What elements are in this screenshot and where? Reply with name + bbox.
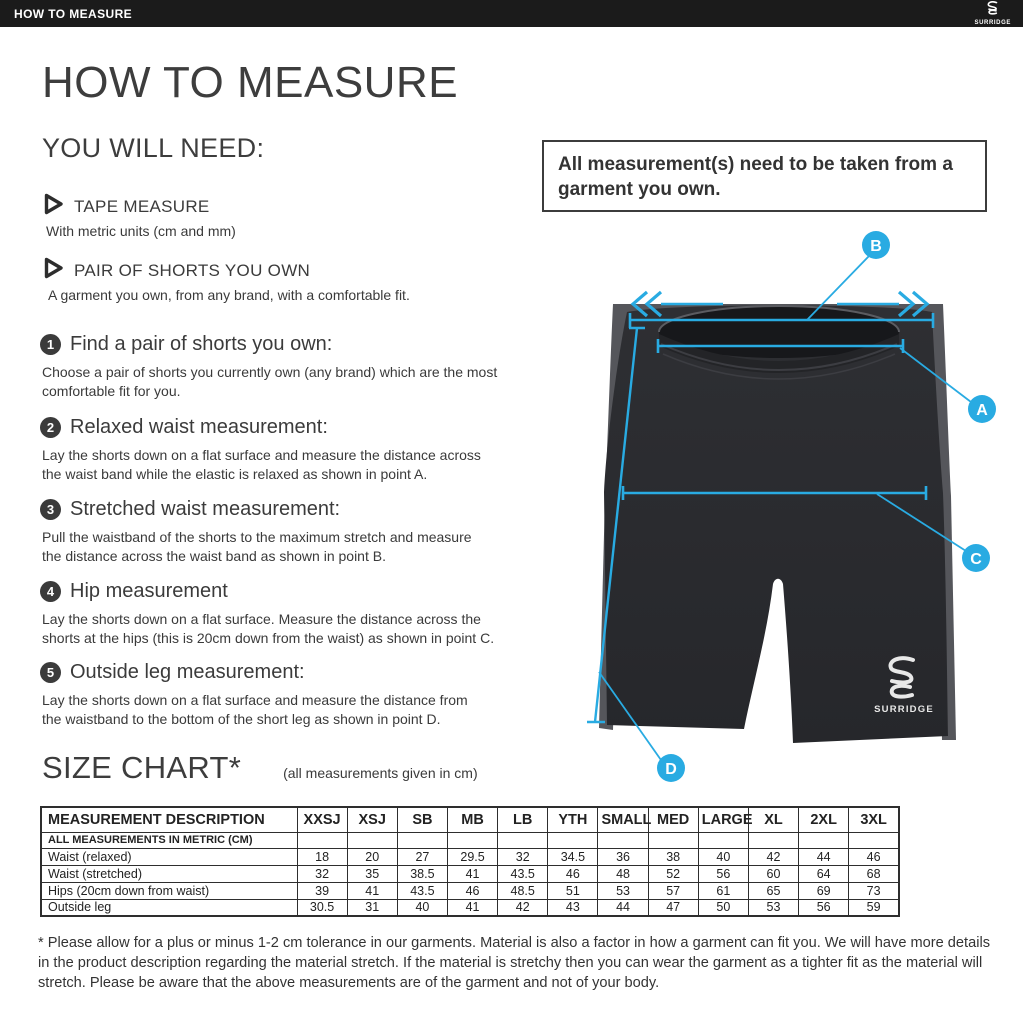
metric-note-row [41,832,899,848]
cell: 34.5 [548,848,598,865]
svg-text:SURRIDGE: SURRIDGE [874,704,934,715]
table-row-outside-leg [41,899,899,916]
tolerance-footnote: * Please allow for a plus or minus 1-2 cm tolerance in our garments. Material is also a factor in how a garment can fit you. We will have more details in the product description regarding the material stretch. If the material is stretchy then you can wear the garment as a tighter fit as the material will stretch. Please be aware that the above measurements are of the garment and not of your body. [38,935,990,992]
surridge-wordmark: SURRIDGE [974,20,1011,26]
cell: 57 [648,882,698,899]
cell: 43.5 [397,882,447,899]
column-header: SMALL [598,807,648,832]
cell: 31 [347,899,397,916]
cell: 59 [849,899,899,916]
table-row-waist-stretched [41,865,899,882]
cell: 65 [748,882,798,899]
cell: 43.5 [498,865,548,882]
cell: 48 [598,865,648,882]
cell: 36 [598,848,648,865]
step-title: Outside leg measurement: [70,661,305,683]
column-header: 3XL [849,807,899,832]
cell: 61 [698,882,748,899]
row-label: Waist (relaxed) [41,848,297,865]
surridge-logo [975,1,1015,26]
row-label: Hips (20cm down from waist) [41,882,297,899]
cell: 44 [598,899,648,916]
step-body: Lay the shorts down on a flat surface. Measure the distance across the shorts at the hips (this is 20cm down from the waist) as shown in point C. [42,611,495,646]
triangle-bullet-icon [42,257,64,284]
svg-text:C: C [970,551,982,568]
cell: 41 [447,865,497,882]
cell: 46 [548,865,598,882]
cell: 32 [498,848,548,865]
row-label: Outside leg [41,899,297,916]
shorts-measurement-diagram [555,228,1015,798]
size-chart-header-row [41,807,899,832]
cell: 42 [498,899,548,916]
need-item-label: PAIR OF SHORTS YOU OWN [74,260,311,280]
need-item-tape-measure [42,193,522,239]
table-row-hips [41,882,899,899]
need-item-description: With metric units (cm and mm) [46,223,236,239]
step-3 [40,498,520,566]
cell: 30.5 [297,899,347,916]
step-number-badge: 1 [40,334,61,355]
step-2 [40,416,520,484]
cell: 41 [347,882,397,899]
cell: 48.5 [498,882,548,899]
need-item-shorts [42,257,522,303]
table-row-waist-relaxed [41,848,899,865]
column-header: MED [648,807,698,832]
step-5 [40,661,520,729]
cell: 47 [648,899,698,916]
cell: 46 [849,848,899,865]
step-body: Lay the shorts down on a flat surface and measure the distance from the waistband to the bottom of the short leg as shown in point D. [42,692,468,727]
cell: 60 [748,865,798,882]
column-header: LB [498,807,548,832]
step-number-badge: 4 [40,581,61,602]
column-header: XL [748,807,798,832]
cell: 18 [297,848,347,865]
cell: 64 [799,865,849,882]
cell: 38 [648,848,698,865]
step-body: Choose a pair of shorts you currently own (any brand) which are the most comfortable fit for you. [42,364,498,399]
size-chart-title: SIZE CHART* [42,750,242,785]
step-4 [40,580,520,648]
cell: 43 [548,899,598,916]
column-header: MEASUREMENT DESCRIPTION [41,807,297,832]
cell: 35 [347,865,397,882]
cell: 53 [748,899,798,916]
step-body: Pull the waistband of the shorts to the maximum stretch and measure the distance across the waist band as shown in point B. [42,529,472,564]
cell: 39 [297,882,347,899]
cell: 46 [447,882,497,899]
cell: 27 [397,848,447,865]
step-title: Relaxed waist measurement: [70,416,328,438]
need-item-label: TAPE MEASURE [74,196,210,216]
surridge-s-icon [986,1,999,19]
column-header: LARGE [698,807,748,832]
measurement-note: All measurement(s) need to be taken from a garment you own. [542,140,987,212]
step-1 [40,333,520,401]
cell: 73 [849,882,899,899]
step-number-badge: 5 [40,662,61,683]
column-header: SB [397,807,447,832]
cell: 40 [698,848,748,865]
size-chart-subtitle: (all measurements given in cm) [283,765,478,781]
size-chart-heading-row [42,750,478,786]
step-body: Lay the shorts down on a flat surface and measure the distance across the waist band while the elastic is relaxed as shown in point A. [42,447,481,482]
cell: 53 [598,882,648,899]
you-will-need-heading: YOU WILL NEED: [42,133,265,163]
cell: 50 [698,899,748,916]
row-label: Waist (stretched) [41,865,297,882]
svg-text:D: D [665,761,677,778]
step-number-badge: 3 [40,499,61,520]
cell: 52 [648,865,698,882]
size-chart-table [40,806,900,917]
cell: 51 [548,882,598,899]
need-item-description: A garment you own, from any brand, with a comfortable fit. [48,287,410,303]
metric-note-label: ALL MEASUREMENTS IN METRIC (CM) [41,832,297,848]
page-title: HOW TO MEASURE [42,58,459,107]
triangle-bullet-icon [42,193,64,220]
cell: 44 [799,848,849,865]
step-number-badge: 2 [40,417,61,438]
cell: 56 [698,865,748,882]
cell: 56 [799,899,849,916]
step-title: Find a pair of shorts you own: [70,333,333,355]
cell: 38.5 [397,865,447,882]
column-header: XXSJ [297,807,347,832]
svg-text:A: A [976,402,988,419]
step-title: Stretched waist measurement: [70,498,341,520]
top-bar [0,0,1023,27]
cell: 40 [397,899,447,916]
cell: 68 [849,865,899,882]
step-title: Hip measurement [70,580,228,602]
cell: 42 [748,848,798,865]
cell: 41 [447,899,497,916]
column-header: MB [447,807,497,832]
column-header: XSJ [347,807,397,832]
column-header: YTH [548,807,598,832]
top-bar-title: HOW TO MEASURE [14,6,133,21]
cell: 20 [347,848,397,865]
cell: 69 [799,882,849,899]
cell: 32 [297,865,347,882]
column-header: 2XL [799,807,849,832]
svg-text:B: B [870,238,882,255]
cell: 29.5 [447,848,497,865]
